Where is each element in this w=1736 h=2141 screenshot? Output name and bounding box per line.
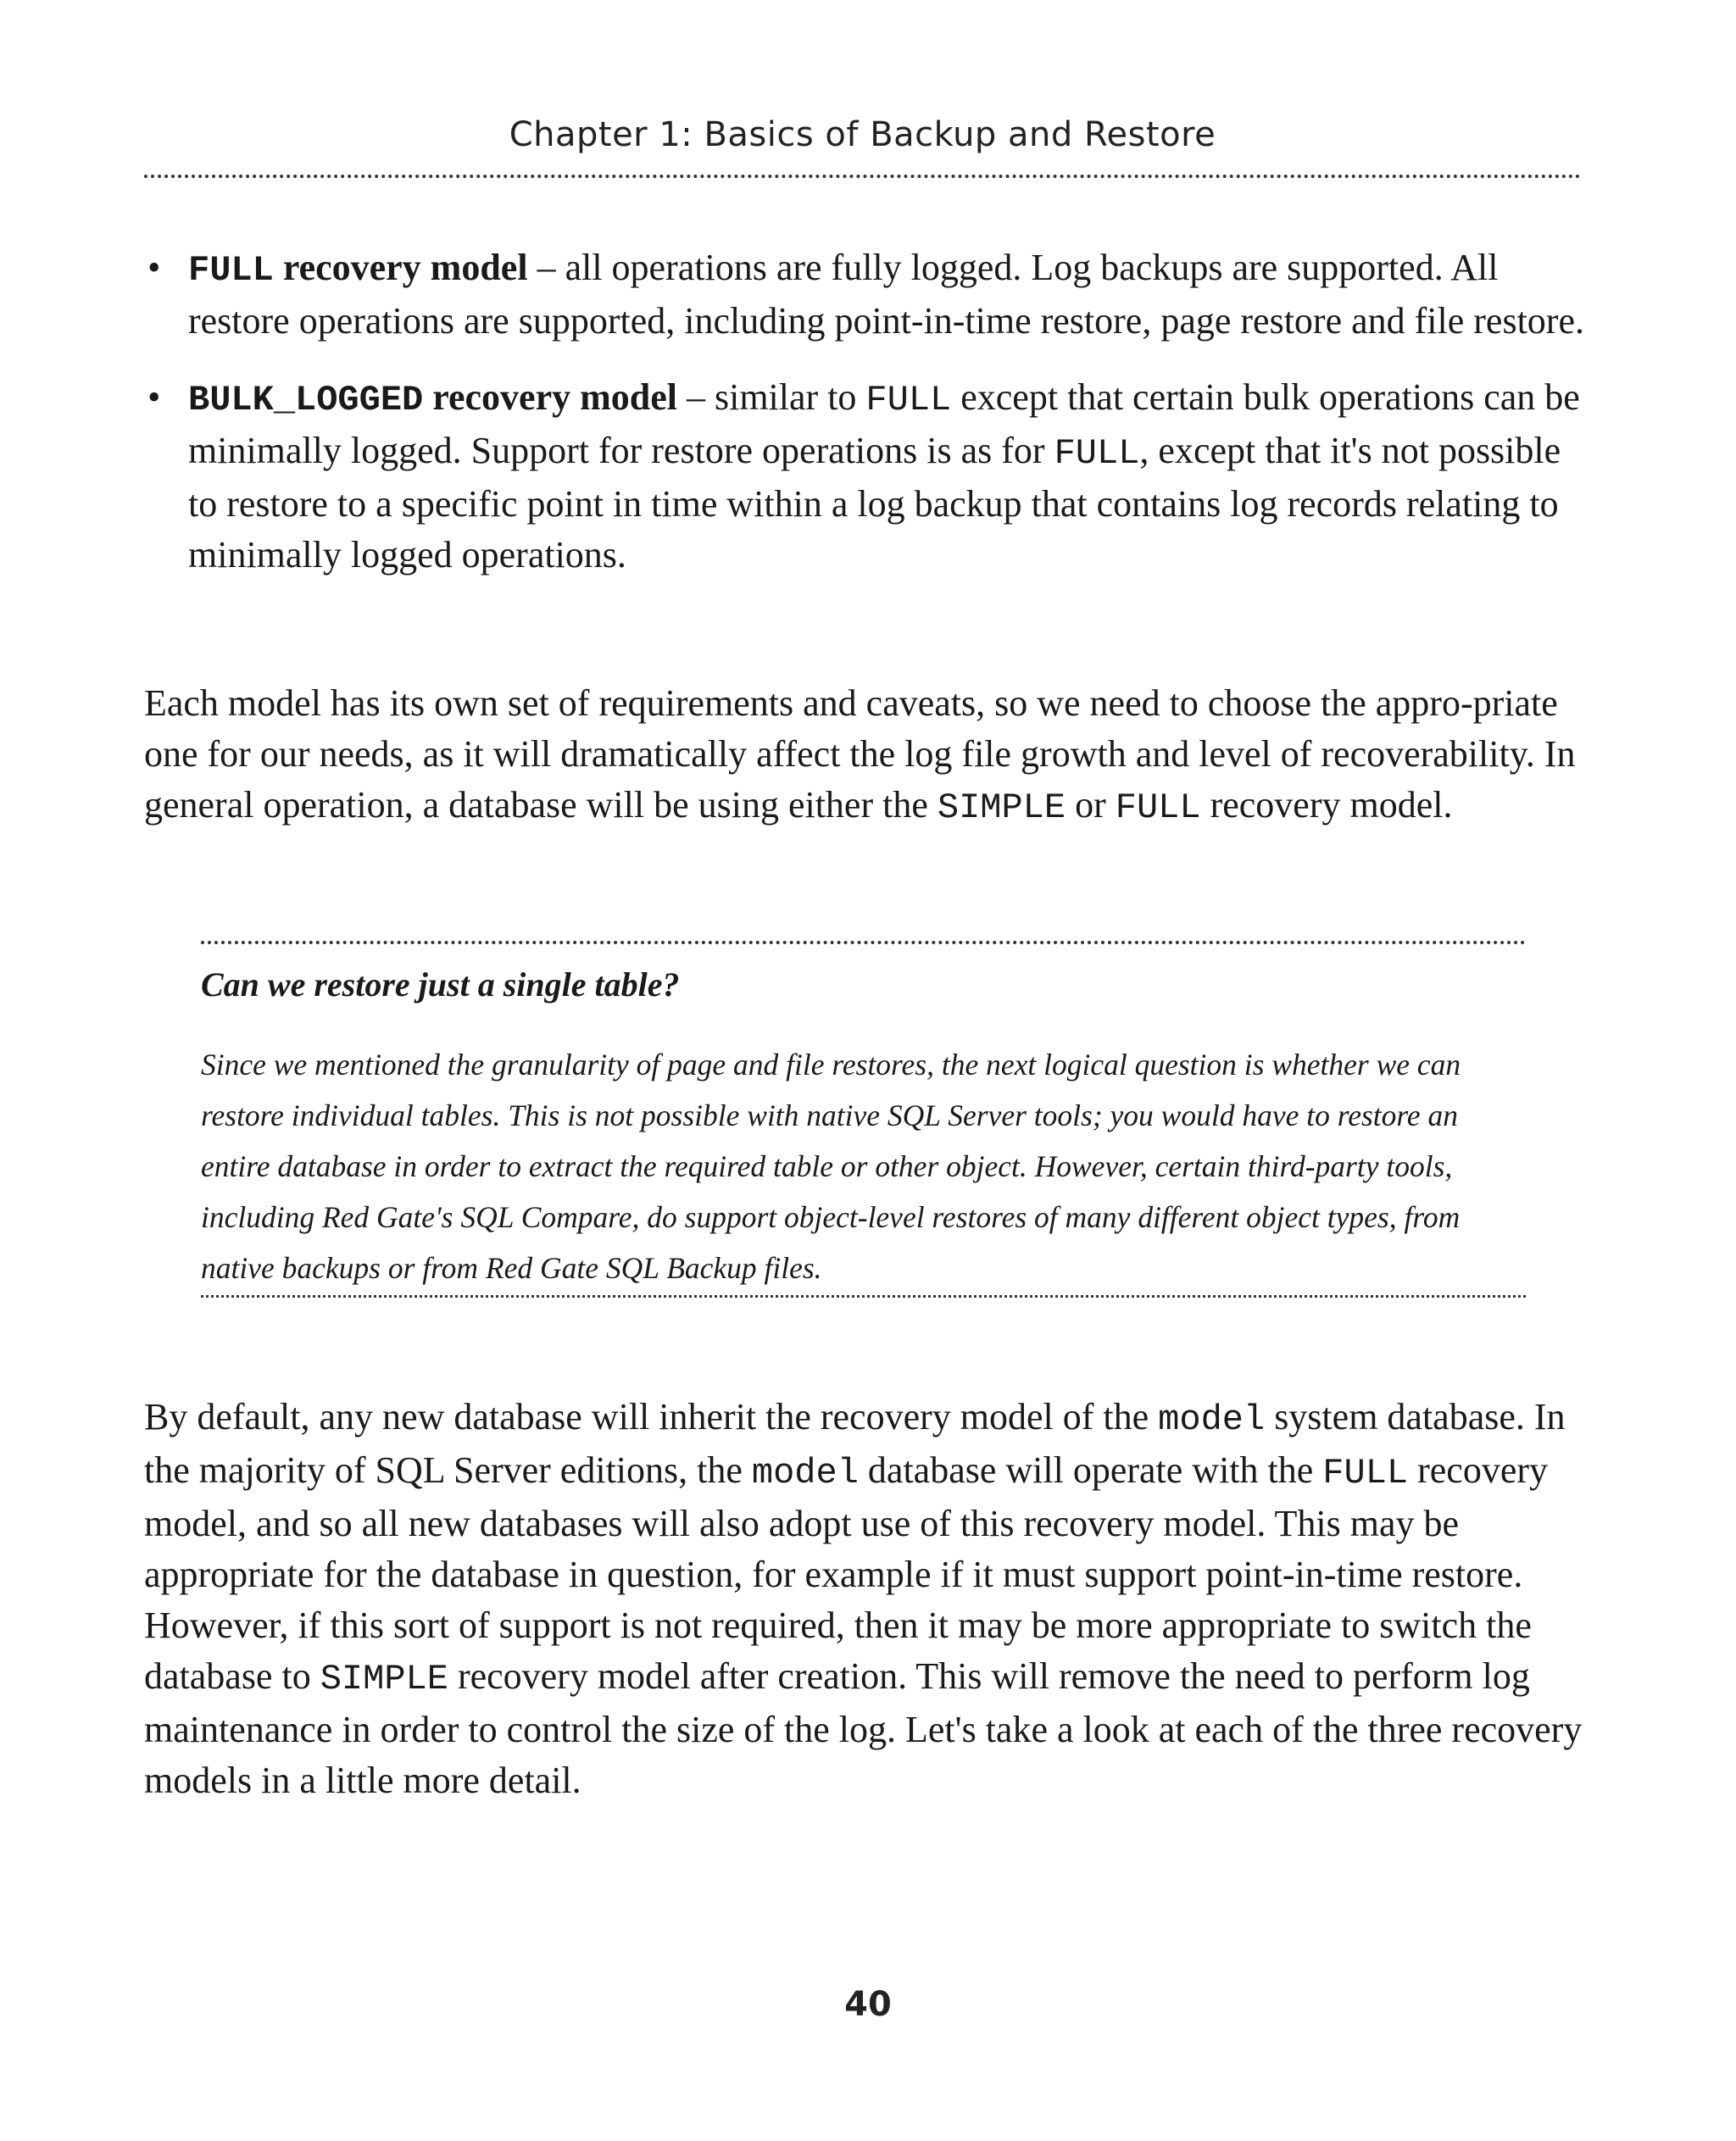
paragraph-text: or [1066,784,1116,826]
inline-code: FULL [1054,433,1140,474]
sidebar-body: Since we mentioned the granularity of page and file restores, the next logical question is whether we can restore individual tables. This is not possible with native SQL Server tools; you would have to restore an entire database in order to extract the required table or other object. However, certain third-party tools, including Red Gate's SQL Compare, do support object-level restores of many different object types, from native backups or from Red Gate SQL Backup files. [201,1048,1461,1285]
inline-code: FULL [865,380,952,420]
header-dotted-rule [144,175,1581,178]
item-text: , except that it's not possible to restore to a specific point in time within a log backup that contains log records relating to minimally logged operations. [188,430,1561,576]
paragraph-text: recovery model after creation. This will remove the need to perform log maintenance in order to control the size of the log. Let's take a look at each of the three recovery models in a little more detail. [144,1655,1583,1801]
paragraph-models-overview [144,678,1585,833]
paragraph-text: Each model has its own set of requirements and caveats, so we need to choose the appro-priate one for our needs, as it will dramatically affect the log file growth and level of recoverability. In general operation, a database will be using either the [144,682,1576,826]
paragraph-text: database will operate with the [858,1449,1323,1491]
list-item [144,242,1585,347]
paragraph-text: recovery model. [1200,784,1453,826]
term-label: recovery model [423,376,677,418]
term-code: BULK_LOGGED [188,380,424,420]
page-number: 40 [844,1985,892,2024]
term-label: recovery model [273,247,528,288]
inline-code: model [751,1453,859,1493]
item-text: except that certain bulk operations can be minimally logged. Support for restore operations is as for [188,376,1580,471]
running-header: Chapter 1: Basics of Backup and Restore [509,115,1216,154]
sidebar-bottom-rule [201,1295,1526,1298]
item-text: – all operations are fully logged. Log backups are supported. All restore operations are supported, including point-in-time restore, page restore and file restore. [188,247,1584,342]
inline-code: model [1158,1399,1266,1440]
paragraph-text: system database. In the majority of SQL Server editions, the [144,1396,1566,1491]
item-text: – similar to [676,376,866,418]
paragraph-text: By default, any new database will inherit the recovery model of the [144,1396,1159,1438]
paragraph-text: recovery model, and so all new databases will also adopt use of this recovery model. This may be appropriate for the database in question, for example if it must support point-in-time restore. However, if this sort of support is not required, then it may be more appropriate to switch the database to [144,1449,1549,1697]
inline-code: SIMPLE [937,787,1066,828]
bullet-icon: • [147,376,161,418]
inline-code: FULL [1115,787,1201,828]
inline-code: SIMPLE [320,1659,448,1699]
term-code: FULL [188,250,274,291]
recovery-model-list [144,242,1585,606]
list-item [144,372,1585,581]
inline-code: FULL [1322,1453,1409,1493]
paragraph-default-model [144,1392,1585,1806]
sidebar-title: Can we restore just a single table? [201,965,680,1004]
bullet-icon: • [147,247,161,288]
sidebar-top-rule [201,941,1526,944]
